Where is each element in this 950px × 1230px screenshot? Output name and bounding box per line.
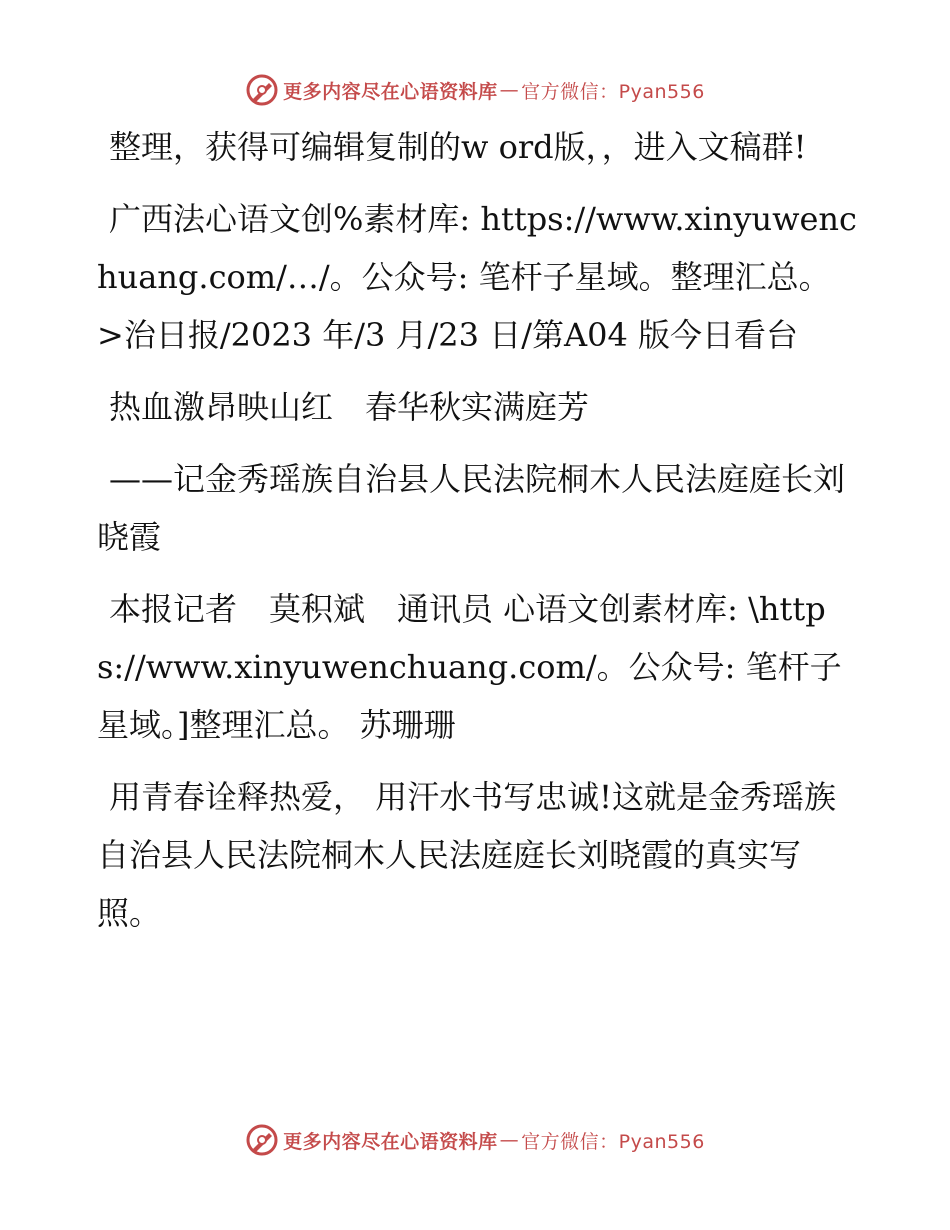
footer-brand-text: 更多内容尽在心语资料库 <box>283 1130 498 1153</box>
footer-separator: — <box>499 1129 520 1151</box>
article-title: 热血激昂映山红 春华秋实满庭芳 <box>109 388 590 426</box>
footer-wechat-text: 官方微信：Pyan556 <box>521 1130 705 1153</box>
header-wechat-text: 官方微信：Pyan556 <box>521 80 705 103</box>
paragraph-2: 广西法心语文创%素材库: https://www.xinyuwenchuang.com/…/。公众号: 笔杆子星域。整理汇总。>治日报/2023 年/3 月/23 日/第A04 版今日看台 <box>97 200 857 354</box>
paragraph-body: 用青春诠释热爱， 用汗水书写忠诚!这就是金秀瑶族自治县人民法院桐木人民法庭庭长刘晓霞的真实写照。 <box>97 778 837 932</box>
pen-logo-icon <box>245 1123 279 1157</box>
header-banner <box>0 70 950 110</box>
paragraph-1: 整理，获得可编辑复制的w ord版，，进入文稿群! <box>109 128 807 166</box>
byline: 本报记者 莫积斌 通讯员 心语文创素材库: \https://www.xinyuwenchuang.com/。公众号: 笔杆子星域。]整理汇总。 苏珊珊 <box>97 590 842 744</box>
article-subtitle: ——记金秀瑶族自治县人民法院桐木人民法庭庭长刘晓霞 <box>97 460 846 556</box>
header-separator: — <box>499 79 520 101</box>
pen-logo-icon <box>245 73 279 107</box>
document-body <box>97 118 857 956</box>
footer-banner <box>0 1120 950 1160</box>
header-brand-text: 更多内容尽在心语资料库 <box>283 80 498 103</box>
